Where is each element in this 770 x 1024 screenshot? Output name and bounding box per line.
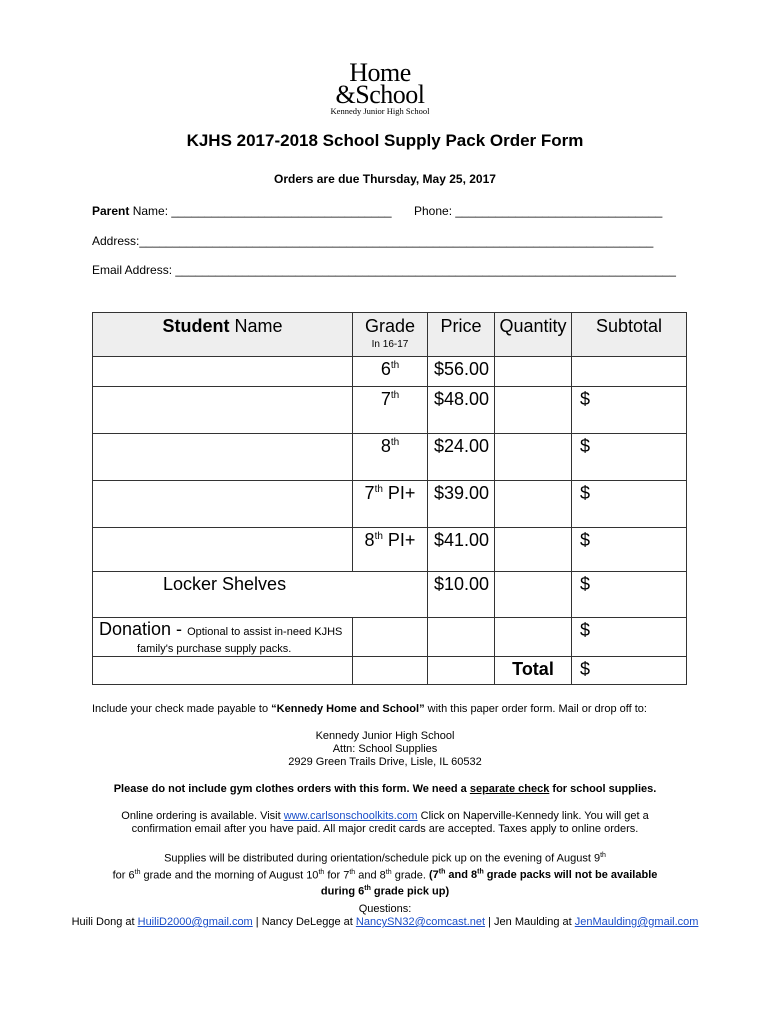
- logo-line-1: Home: [349, 58, 411, 87]
- dist-l2bold1: (7: [428, 869, 439, 882]
- order-table: [92, 312, 687, 685]
- table-row: [93, 481, 687, 528]
- donation-small-1: Optional to assist in-need KJHS: [187, 626, 343, 638]
- header-subtotal: Subtotal: [572, 313, 687, 357]
- online-ordering-note: [0, 810, 770, 836]
- include-post: with this paper order form. Mail or drop off to:: [424, 703, 647, 715]
- student-name-cell[interactable]: [93, 434, 353, 481]
- quantity-cell[interactable]: [495, 434, 572, 481]
- student-name-cell[interactable]: [93, 528, 353, 572]
- parent-label-bold: Parent: [92, 204, 130, 218]
- quantity-cell[interactable]: [495, 357, 572, 387]
- mailing-address: [0, 730, 770, 769]
- dist-l3a: during 6: [320, 885, 365, 898]
- header-student-rest: Name: [229, 316, 283, 336]
- donation-quantity-cell: [495, 618, 572, 657]
- online-pre: Online ordering is available. Visit: [121, 810, 284, 822]
- carlson-link[interactable]: www.carlsonschoolkits.com: [283, 810, 418, 822]
- table-row: [93, 357, 687, 387]
- price-cell: $41.00: [428, 528, 495, 572]
- online-line-2: confirmation email after you have paid. All major credit cards are accepted. Taxes apply to online orders.: [131, 823, 639, 835]
- dist-l2d: and 8: [355, 869, 386, 882]
- dist-l2boldsup2: th: [477, 868, 484, 876]
- dist-l2sup1: th: [134, 868, 141, 876]
- email-field[interactable]: Email Address: ___________________________________________________________________________: [92, 263, 676, 277]
- gym-underline: separate check: [469, 783, 550, 795]
- dist-l2boldsup1: th: [438, 868, 446, 876]
- distribution-note: [0, 849, 770, 899]
- include-check-text: [92, 703, 647, 715]
- dist-l2bold2: and 8: [445, 869, 478, 882]
- price-cell: $39.00: [428, 481, 495, 528]
- grade-sup: th: [390, 390, 400, 401]
- grade-number: 6: [380, 359, 391, 379]
- contact-3-email-link[interactable]: JenMaulding@gmail.com: [574, 916, 699, 928]
- subtotal-cell[interactable]: [572, 357, 687, 387]
- gym-post: for school supplies.: [549, 783, 657, 795]
- grade-cell: [353, 434, 428, 481]
- subtotal-cell[interactable]: $: [572, 481, 687, 528]
- contact-2-name: | Nancy DeLegge at: [252, 916, 356, 928]
- header-grade: [353, 313, 428, 357]
- grade-cell: [353, 387, 428, 434]
- address-line-1: Kennedy Junior High School: [315, 730, 455, 742]
- student-name-cell[interactable]: [93, 387, 353, 434]
- total-label: Total: [495, 657, 572, 685]
- header-grade-label: Grade: [364, 316, 416, 336]
- phone-field[interactable]: Phone: _______________________________: [414, 204, 663, 218]
- subtotal-cell[interactable]: $: [572, 387, 687, 434]
- grade-number: 7: [380, 389, 391, 409]
- grade-sup: th: [374, 484, 383, 495]
- locker-shelves-row: [93, 572, 687, 618]
- locker-shelves-label: Locker Shelves: [93, 572, 428, 618]
- price-cell: $24.00: [428, 434, 495, 481]
- locker-quantity-cell[interactable]: [495, 572, 572, 618]
- grade-suffix: PI+: [382, 530, 416, 550]
- gym-pre: Please do not include gym clothes orders with this form. We need a: [113, 783, 470, 795]
- quantity-cell[interactable]: [495, 528, 572, 572]
- address-line-3: 2929 Green Trails Drive, Lisle, IL 60532: [288, 756, 482, 768]
- home-school-logo: [300, 58, 460, 118]
- dist-l1a: Supplies will be distributed during orientation/schedule pick up on the evening of August 9: [164, 852, 601, 865]
- include-bold: “Kennedy Home and School”: [271, 703, 425, 715]
- donation-grade-cell: [353, 618, 428, 657]
- donation-small-2: family's purchase supply packs.: [137, 643, 292, 655]
- contact-3-name: | Jen Maulding at: [485, 916, 575, 928]
- quantity-cell[interactable]: [495, 481, 572, 528]
- donation-row: [93, 618, 687, 657]
- logo-line-3: Kennedy Junior High School: [330, 106, 430, 116]
- dist-l3sup: th: [364, 885, 371, 893]
- student-name-cell[interactable]: [93, 481, 353, 528]
- donation-subtotal-cell[interactable]: $: [572, 618, 687, 657]
- contact-2-email-link[interactable]: NancySN32@comcast.net: [355, 916, 486, 928]
- price-cell: $48.00: [428, 387, 495, 434]
- contact-1-name: Huili Dong at: [71, 916, 138, 928]
- subtotal-cell[interactable]: $: [572, 434, 687, 481]
- gym-clothes-note: [0, 783, 770, 796]
- grade-number: 8: [380, 436, 391, 456]
- subtotal-cell[interactable]: $: [572, 528, 687, 572]
- header-grade-sub: In 16-17: [371, 339, 409, 350]
- dist-l2a: for 6: [112, 869, 135, 882]
- total-blank-cell: [428, 657, 495, 685]
- locker-subtotal-cell[interactable]: $: [572, 572, 687, 618]
- grade-cell: [353, 481, 428, 528]
- table-row: [93, 528, 687, 572]
- logo-line-2: &School: [335, 80, 425, 109]
- donation-label: [93, 618, 353, 657]
- dist-l2sup4: th: [385, 868, 392, 876]
- total-subtotal-cell[interactable]: $: [572, 657, 687, 685]
- address-line-2: Attn: School Supplies: [332, 743, 438, 755]
- include-pre: Include your check made payable to: [92, 703, 272, 715]
- parent-label-rest: Name: _________________________________: [129, 204, 392, 218]
- table-row: [93, 434, 687, 481]
- quantity-cell[interactable]: [495, 387, 572, 434]
- header-student-name: [93, 313, 353, 357]
- header-quantity: Quantity: [495, 313, 572, 357]
- dist-l2bold3: grade packs will not be available: [483, 869, 658, 882]
- form-title: KJHS 2017-2018 School Supply Pack Order Form: [186, 131, 584, 150]
- table-header-row: [93, 313, 687, 357]
- grade-number: 8: [364, 530, 375, 550]
- dist-l2c: for 7: [324, 869, 350, 882]
- total-row: [93, 657, 687, 685]
- total-blank-cell: [353, 657, 428, 685]
- total-blank-cell: [93, 657, 353, 685]
- parent-name-field[interactable]: [92, 204, 392, 218]
- header-price: Price: [428, 313, 495, 357]
- student-name-cell[interactable]: [93, 357, 353, 387]
- header-student-bold: Student: [162, 316, 230, 336]
- grade-sup: th: [374, 531, 383, 542]
- grade-sup: th: [390, 437, 400, 448]
- dist-l2sup2: th: [318, 868, 325, 876]
- dist-l2sup3: th: [349, 868, 356, 876]
- due-date: Orders are due Thursday, May 25, 2017: [274, 172, 496, 186]
- questions-label: Questions:: [358, 903, 412, 915]
- dist-l1sup: th: [600, 852, 606, 859]
- locker-price-cell: $10.00: [428, 572, 495, 618]
- donation-big: Donation -: [99, 619, 188, 639]
- address-field[interactable]: Address:_____________________________________________________________________________: [92, 234, 654, 248]
- online-post: Click on Naperville-Kennedy link. You will get a: [417, 810, 649, 822]
- grade-cell: [353, 357, 428, 387]
- grade-cell: [353, 528, 428, 572]
- contact-1-email-link[interactable]: HuiliD2000@gmail.com: [137, 916, 253, 928]
- dist-l3b: grade pick up): [370, 885, 450, 898]
- dist-l2e: grade.: [391, 869, 429, 882]
- donation-price-cell: [428, 618, 495, 657]
- table-row: [93, 387, 687, 434]
- grade-sup: th: [390, 360, 400, 371]
- grade-number: 7: [364, 483, 375, 503]
- questions-section: [0, 903, 770, 929]
- grade-suffix: PI+: [382, 483, 416, 503]
- dist-l2b: grade and the morning of August 10: [140, 869, 319, 882]
- price-cell: $56.00: [428, 357, 495, 387]
